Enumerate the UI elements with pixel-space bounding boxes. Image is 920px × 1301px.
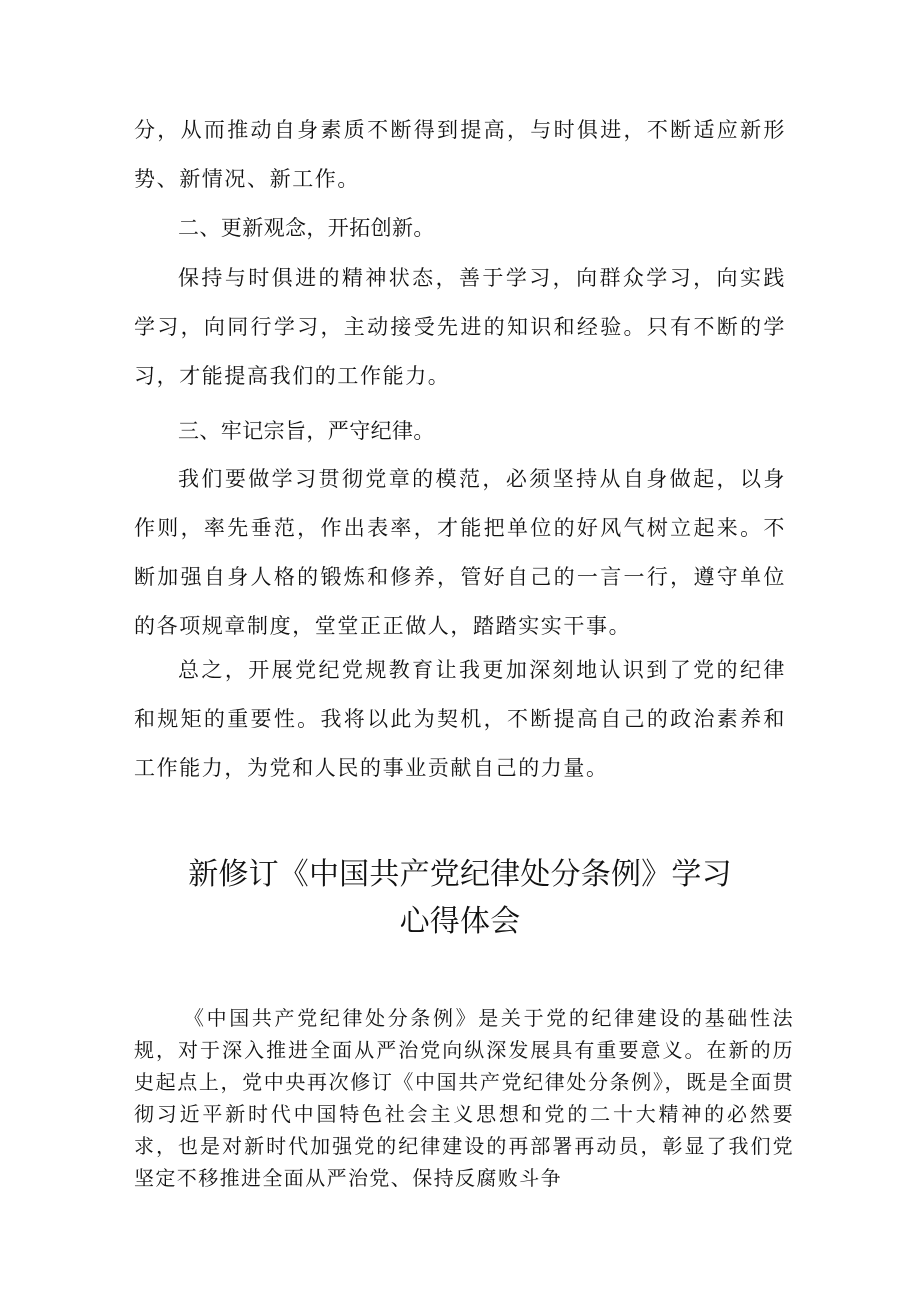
paragraph-3: 我们要做学习贯彻党章的模范，必须坚持从自身做起，以身作则，率先垂范，作出表率，才能把单位的好风气树立起来。不断加强自身人格的锻炼和修养，管好自己的一言一行，遵守单位的各项规章制度，堂堂正正做人，踏踏实实干事。 [134,467,786,638]
paragraph-conclusion: 总之，开展党纪党规教育让我更加深刻地认识到了党的纪律和规矩的重要性。我将以此为契机，不断提高自己的政治素养和工作能力，为党和人民的事业贡献自己的力量。 [134,658,786,780]
article-title-line-1: 新修订《中国共产党纪律处分条例》学习 [188,857,732,892]
paragraph-continued: 分，从而推动自身素质不断得到提高，与时俱进，不断适应新形势、新情况、新工作。 [134,118,786,191]
article-intro-paragraph: 《中国共产党纪律处分条例》是关于党的纪律建设的基础性法规，对于深入推进全面从严治党向纵深发展具有重要意义。在新的历史起点上，党中央再次修订《中国共产党纪律处分条例》，既是全面贯彻习近平新时代中国特色社会主义思想和党的二十大精神的必然要求，也是对新时代加强党的纪律建设的再部署再动员，彰显了我们党坚定不移推进全面从严治党、保持反腐败斗争 [134,1006,794,1190]
paragraph-2: 保持与时俱进的精神状态，善于学习，向群众学习，向实践学习，向同行学习，主动接受先进的知识和经验。只有不断的学习，才能提高我们的工作能力。 [134,266,786,388]
section-heading-2: 二、更新观念，开拓创新。 [178,216,435,240]
article-title-line-2: 心得体会 [399,904,521,939]
section-heading-3: 三、牢记宗旨，严守纪律。 [178,419,435,443]
